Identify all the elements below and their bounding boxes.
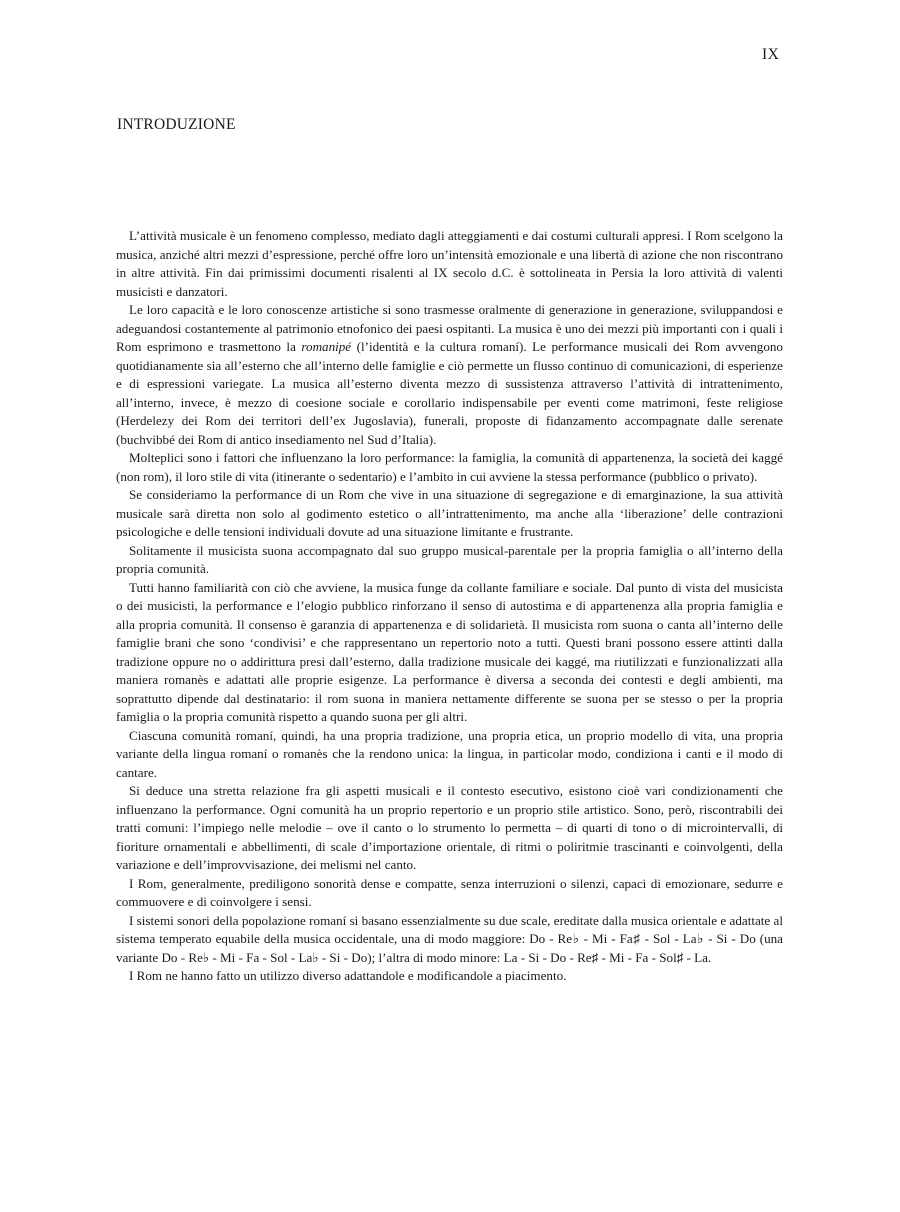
paragraph-text: Si deduce una stretta relazione fra gli aspetti musicali e il contesto esecutivo, esistono cioè vari condizionamenti che influenzano la performance. Ogni comunità ha un proprio repertorio e un proprio stile artistico. Sono, però, riscontrabili dei tratti comuni: l’impiego nelle melodie – ove il canto o lo strumento lo permetta – di quarti di tono o di microintervalli, di fioriture ornamentali e abbellimenti, di scale d’importazione orientale, di ritmi o poliritmie trascinanti e coinvolgenti, della variazione e dell’improvvisazione, dei melismi nel canto. (116, 783, 783, 872)
paragraph (116, 727, 783, 783)
paragraph-text: (l’identità e la cultura romaní). Le performance musicali dei Rom avvengono quotidianamente sia all’esterno che all’interno delle famiglie e ciò permette un flusso continuo di comunicazioni, di esperienze e di espressioni variegate. La musica all’esterno diventa mezzo di sussistenza attraverso l’attività di intrattenimento, all’interno, invece, è mezzo di coesione sociale e corollario indispensabile per eventi come matrimoni, feste religiose (Herdelezy dei Rom dei territori dell’ex Jugoslavia), funerali, proposte di fidanzamento accompagnate dalle serenate (buchvibbé dei Rom di antico insediamento nel Sud d’Italia). (116, 339, 783, 447)
paragraph (116, 301, 783, 449)
paragraph-text: L’attività musicale è un fenomeno complesso, mediato dagli atteggiamenti e dai costumi culturali appresi. I Rom scelgono la musica, anziché altri mezzi d’espressione, perché offre loro un’intensità emozionale e una libertà di azione che non riscontrano in altre attività. Fin dai primissimi documenti risalenti al IX secolo d.C. è sottolineata in Persia la loro attività di valenti musicisti e danzatori. (116, 228, 783, 299)
paragraph (116, 875, 783, 912)
paragraph (116, 227, 783, 301)
paragraph-text: Molteplici sono i fattori che influenzano la loro performance: la famiglia, la comunità di appartenenza, la società dei kaggé (non rom), il loro stile di vita (itinerante o sedentario) e l’ambito in cui avviene la stessa performance (pubblico o privato). (116, 450, 783, 484)
paragraph-text: Se consideriamo la performance di un Rom che vive in una situazione di segregazione e di emarginazione, la sua attività musicale sarà diretta non solo al godimento estetico o all’intrattenimento, ma anche alla ‘liberazione’ delle contrazioni psicologiche e delle tensioni individuali dovute ad una situazione limitante e frustrante. (116, 487, 783, 539)
paragraph-text: I Rom, generalmente, prediligono sonorità dense e compatte, senza interruzioni o silenzi, capaci di emozionare, sedurre e commuovere e di coinvolgere i sensi. (116, 875, 783, 909)
paragraph (116, 449, 783, 486)
italic-term: romanipé (301, 339, 352, 354)
paragraph-text: Le loro capacità e le loro conoscenze artistiche si sono trasmesse oralmente di generazione in generazione, sviluppandosi e adeguandosi costantemente al patrimonio etnofonico dei paesi ospitanti. La musica è uno dei mezzi più importanti con i quali i Rom esprimono e trasmettono la (116, 302, 783, 354)
paragraph (116, 912, 783, 968)
paragraph (116, 542, 783, 579)
paragraph (116, 486, 783, 542)
body-text (116, 227, 783, 986)
paragraph (116, 579, 783, 727)
paragraph-text: I Rom ne hanno fatto un utilizzo diverso adattandole e modificandole a piacimento. (129, 968, 567, 983)
paragraph (116, 782, 783, 875)
page-title: INTRODUZIONE (117, 116, 236, 133)
paragraph-text: Tutti hanno familiarità con ciò che avviene, la musica funge da collante familiare e sociale. Dal punto di vista del musicista o dei musicisti, la performance e l’elogio pubblico rinforzano il senso di autostima e di appartenenza alla propria famiglia e alla propria comunità. Il consenso è garanzia di appartenenza e di solidarietà. Il musicista rom suona o canta all’interno delle famiglie brani che sono ‘condivisi’ e che rappresentano un repertorio noto a tutti. Questi brani possono essere attinti dalla tradizione oppure no o addirittura presi dall’esterno, dalla tradizione musicale dei kaggé, ma riutilizzati e funzionalizzati alla maniera romanès e adattati alle proprie esigenze. La performance è diversa a seconda dei contesti e degli ambienti, ma soprattutto dipende dal destinatario: il rom suona in maniera nettamente differente se suona per se stesso o per la propria famiglia o la propria comunità rispetto a quando suona per gli altri. (116, 579, 783, 724)
page-number: IX (762, 46, 780, 63)
paragraph (116, 967, 783, 986)
paragraph-text: Ciascuna comunità romaní, quindi, ha una propria tradizione, una propria etica, un proprio modello di vita, una propria variante della lingua romaní o romanès che la rendono unica: la lingua, in particolar modo, condiziona i canti e il modo di cantare. (116, 727, 783, 780)
paragraph-text: Solitamente il musicista suona accompagnato dal suo gruppo musical-parentale per la propria famiglia o all’interno della propria comunità. (116, 542, 783, 576)
paragraph-text: I sistemi sonori della popolazione romaní si basano essenzialmente su due scale, ereditate dalla musica orientale e adattate al sistema temperato equabile della musica occidentale, una di modo maggiore: Do - Re♭ - Mi - Fa♯ - Sol - La♭ - Si - Do (una variante Do - Re♭ - Mi - Fa - Sol - La♭ - Si - Do); l’altra di modo minore: La - Si - Do - Re♯ - Mi - Fa - Sol♯ - La. (116, 912, 783, 965)
